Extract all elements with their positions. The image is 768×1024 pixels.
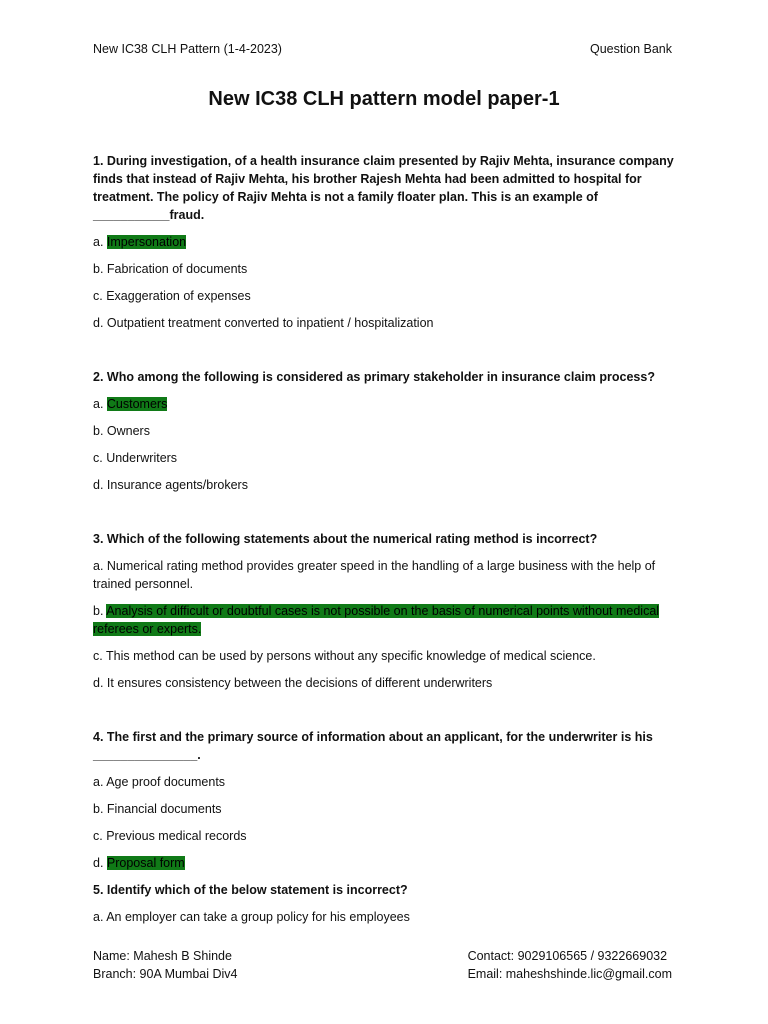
option-prefix: a. bbox=[93, 559, 107, 573]
option-prefix: c. bbox=[93, 451, 107, 465]
option-text: It ensures consistency between the decisions of different underwriters bbox=[106, 676, 493, 690]
option-prefix: d. bbox=[93, 676, 107, 690]
document-title: New IC38 CLH pattern model paper-1 bbox=[208, 88, 560, 110]
question-1-option-b bbox=[93, 260, 677, 278]
question-1-option-a bbox=[93, 233, 677, 251]
option-prefix: c. bbox=[93, 649, 106, 663]
option-text: Exaggeration of expenses bbox=[106, 289, 251, 303]
footer-email: Email: maheshshinde.lic@gmail.com bbox=[467, 967, 672, 981]
option-text: Underwriters bbox=[106, 451, 178, 465]
footer-right bbox=[468, 947, 672, 983]
option-text: An employer can take a group policy for his employees bbox=[106, 910, 410, 924]
question-3: 3. Which of the following statements about the numerical rating method is incorrect? bbox=[93, 532, 598, 546]
question-5-option-a bbox=[93, 908, 677, 926]
option-text: Outpatient treatment converted to inpatient / hospitalization bbox=[106, 316, 434, 330]
question-4-option-c bbox=[93, 827, 677, 845]
correct-answer-highlight: Impersonation bbox=[106, 235, 187, 249]
question-4-option-d bbox=[93, 854, 677, 872]
option-prefix: c. bbox=[93, 289, 107, 303]
header-left-text: New IC38 CLH Pattern (1-4-2023) bbox=[93, 42, 282, 56]
correct-answer-highlight: Analysis of difficult or doubtful cases is not possible on the basis of numerical points without medical referees or experts. bbox=[93, 604, 660, 636]
footer-name: Name: Mahesh B Shinde bbox=[93, 949, 232, 963]
header-right-text: Question Bank bbox=[590, 42, 672, 56]
option-prefix: a. bbox=[93, 910, 107, 924]
option-prefix: c. bbox=[93, 829, 107, 843]
question-4-option-b bbox=[93, 800, 677, 818]
option-prefix: b. bbox=[93, 262, 107, 276]
question-list bbox=[93, 152, 677, 935]
option-text: Numerical rating method provides greater speed in the handling of a large business with the help of trained personnel. bbox=[93, 559, 656, 591]
option-prefix: d. bbox=[93, 856, 107, 870]
footer-left bbox=[93, 947, 238, 983]
page-footer bbox=[93, 947, 672, 987]
option-prefix: a. bbox=[93, 775, 107, 789]
question-2-option-c bbox=[93, 449, 677, 467]
option-prefix: b. bbox=[93, 802, 107, 816]
option-text: This method can be used by persons without any specific knowledge of medical science. bbox=[105, 649, 596, 663]
page-header bbox=[93, 42, 672, 60]
question-3-option-c bbox=[93, 647, 677, 665]
option-prefix: b. bbox=[93, 424, 107, 438]
correct-answer-highlight: Proposal form bbox=[106, 856, 185, 870]
question-3-option-b bbox=[93, 602, 677, 638]
option-prefix: d. bbox=[93, 316, 107, 330]
footer-contact: Contact: 9029106565 / 9322669032 bbox=[467, 949, 668, 963]
question-2-option-b bbox=[93, 422, 677, 440]
question-3-option-a bbox=[93, 557, 677, 593]
question-1-option-d bbox=[93, 314, 677, 332]
option-text: Financial documents bbox=[106, 802, 222, 816]
question-2-option-d bbox=[93, 476, 677, 494]
option-prefix: d. bbox=[93, 478, 107, 492]
option-prefix: b. bbox=[93, 604, 107, 618]
option-text: Age proof documents bbox=[106, 775, 226, 789]
question-2-option-a bbox=[93, 395, 677, 413]
question-4-option-a bbox=[93, 773, 677, 791]
question-3-option-d bbox=[93, 674, 677, 692]
option-text: Insurance agents/brokers bbox=[106, 478, 248, 492]
option-text: Previous medical records bbox=[106, 829, 247, 843]
question-1: 1. During investigation, of a health insurance claim presented by Rajiv Mehta, insurance company finds that instead of Rajiv Mehta, his brother Rajesh Mehta had been admitted to hospital for treatment. The policy of Rajiv Mehta is not a family floater plan. This is an example of ___________fraud. bbox=[93, 154, 674, 222]
correct-answer-highlight: Customers bbox=[106, 397, 168, 411]
option-prefix: a. bbox=[93, 397, 107, 411]
question-4: 4. The first and the primary source of information about an applicant, for the underwriter is his _______________. bbox=[93, 730, 653, 762]
question-1-option-c bbox=[93, 287, 677, 305]
option-prefix: a. bbox=[93, 235, 107, 249]
question-5: 5. Identify which of the below statement is incorrect? bbox=[93, 883, 408, 897]
option-text: Fabrication of documents bbox=[106, 262, 248, 276]
option-text: Owners bbox=[106, 424, 150, 438]
question-2: 2. Who among the following is considered as primary stakeholder in insurance claim process? bbox=[93, 370, 655, 384]
footer-branch: Branch: 90A Mumbai Div4 bbox=[93, 967, 238, 981]
